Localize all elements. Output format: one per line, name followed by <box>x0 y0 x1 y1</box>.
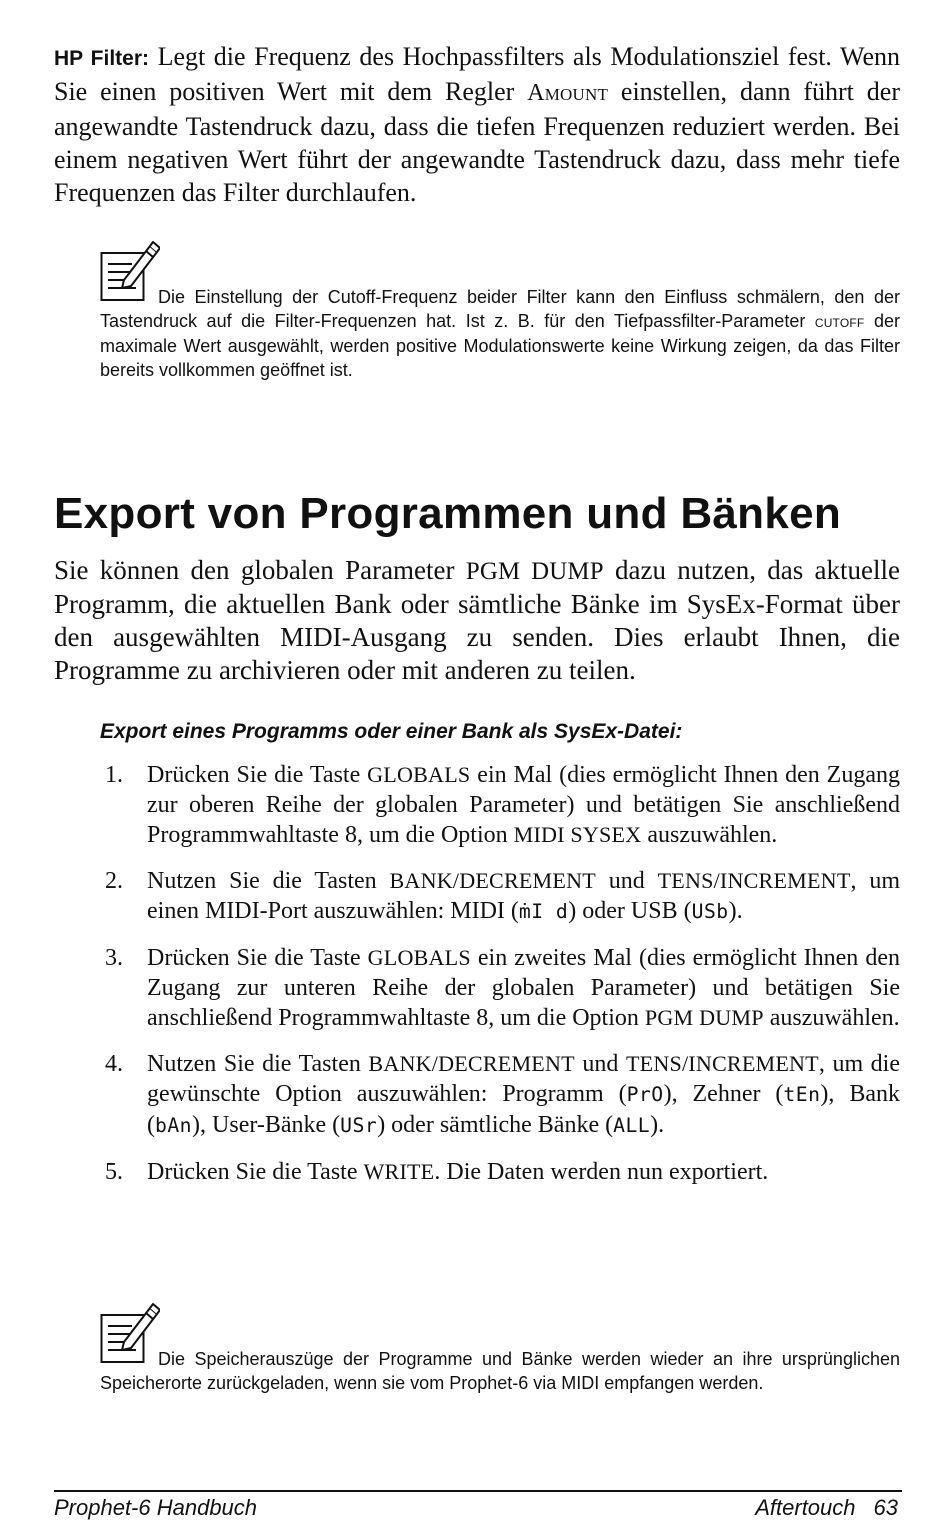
step-text: . Die Daten werden nun exportiert. <box>434 1159 769 1185</box>
display-code-all: ALL <box>613 1114 651 1137</box>
step-text: , um die gewünschte Option auszuwählen: Programm ( <box>147 1051 900 1107</box>
step-text: auszuwählen. <box>641 822 778 848</box>
hp-filter-term: HP Filter: <box>54 47 150 70</box>
display-code-program: PrO <box>626 1083 664 1106</box>
step-text: , um einen MIDI-Port auszuwählen: MIDI ( <box>147 868 901 924</box>
list-item <box>100 1049 900 1141</box>
footer-section: Aftertouch <box>755 1495 856 1520</box>
display-code-bank: bAn <box>155 1114 193 1137</box>
step-number: 4. <box>105 1051 123 1077</box>
note-pencil-icon <box>100 1302 160 1364</box>
page-number: 63 <box>873 1495 898 1520</box>
step-text: ) oder USB ( <box>568 898 692 924</box>
intro-paragraph <box>54 554 900 687</box>
step-text: ein zweites Mal (dies ermöglicht Ihnen den Zugang zur unteren Reihe der globalen Parameter) und betätigen Sie anschließend Programmwahltaste 8, um die Option <box>147 945 900 1031</box>
write-button-label: WRITE <box>363 1159 435 1184</box>
tens-increment-button-label: TENS/INCREMENT <box>625 1051 819 1076</box>
procedure-heading: Export eines Programms oder einer Bank als SysEx-Datei: <box>100 720 683 743</box>
step-text: und <box>574 1051 626 1077</box>
bank-decrement-button-label: BANK/DECREMENT <box>389 868 596 893</box>
list-item <box>100 1157 900 1187</box>
midi-sysex-option-label: MIDI SYSEX <box>513 822 642 847</box>
note-pencil-icon <box>100 240 160 302</box>
step-number: 3. <box>105 945 123 971</box>
hp-filter-paragraph <box>54 40 900 209</box>
tens-increment-button-label: TENS/INCREMENT <box>657 868 851 893</box>
list-item <box>100 760 900 850</box>
step-text: Drücken Sie die Taste <box>147 1159 364 1185</box>
step-text: Nutzen Sie die Tasten <box>147 1051 369 1077</box>
step-text: ), User-Bänke ( <box>192 1112 341 1138</box>
note-cutoff-text-1: Die Einstellung der Cutoff-Frequenz beider Filter kann den Einfluss schmälern, den der Tastendruck auf die Filter-Frequenzen hat. Ist z. B. für den Tiefpassfilter-Parameter <box>100 287 900 331</box>
pgm-dump-parameter-label: PGM DUMP <box>465 558 604 585</box>
section-heading: Export von Programmen und Bänken <box>54 489 842 538</box>
step-text: ) oder sämtliche Bänke ( <box>377 1112 614 1138</box>
step-number: 5. <box>105 1159 123 1185</box>
list-item <box>100 866 900 927</box>
globals-button-label: GLOBALS <box>367 762 471 787</box>
step-text: ). <box>728 898 743 924</box>
step-text: ), Bank ( <box>147 1081 900 1138</box>
note-dump-restore <box>100 1302 900 1395</box>
step-text: Drücken Sie die Taste <box>147 762 368 788</box>
list-item <box>100 943 900 1033</box>
hp-filter-text-2: einstellen, dann führt der angewandte Tastendruck dazu, dass die tiefen Frequenzen reduziert werden. Bei einem negativen Wert führt der angewandte Tastendruck dazu, dass mehr tiefe Frequenzen das Filter durchlaufen. <box>54 77 900 207</box>
procedure-steps <box>100 760 900 1203</box>
footer-divider <box>54 1490 902 1492</box>
bank-decrement-button-label: BANK/DECREMENT <box>368 1051 575 1076</box>
amount-control-label: Amount <box>527 80 609 106</box>
note-cutoff-text <box>100 240 900 382</box>
step-text: Nutzen Sie die Tasten <box>147 868 390 894</box>
note-cutoff <box>100 240 900 382</box>
globals-button-label: GLOBALS <box>367 945 471 970</box>
step-text: Drücken Sie die Taste <box>147 945 368 971</box>
step-number: 1. <box>105 762 123 788</box>
step-text: ein Mal (dies ermöglicht Ihnen den Zugang zur oberen Reihe der globalen Parameter) und betätigen Sie anschließend Programmwahltaste 8, um die Option <box>147 762 900 848</box>
hp-filter-text-1: Legt die Frequenz des Hochpassfilters als Modulationsziel fest. Wenn Sie einen positiven Wert mit dem Regler <box>54 42 901 106</box>
footer-section-page <box>755 1494 898 1522</box>
step-text: ). <box>650 1112 665 1138</box>
cutoff-parameter-label: cutoff <box>814 312 865 331</box>
display-code-user: USr <box>340 1114 378 1137</box>
step-number: 2. <box>105 868 123 894</box>
note-dump-restore-text <box>100 1302 900 1395</box>
note-cutoff-text-2: der maximale Wert ausgewählt, werden positive Modulationswerte keine Wirkung zeigen, da das Filter bereits vollkommen geöffnet ist. <box>100 311 900 380</box>
step-text: und <box>595 868 658 894</box>
step-text: ), Zehner ( <box>663 1081 784 1107</box>
intro-text-2: dazu nutzen, das aktuelle Programm, die aktuellen Bank oder sämtliche Bänke im SysEx-Format über den ausgewählten MIDI-Ausgang zu senden. Dies erlaubt Ihnen, die Programme zu archivieren oder mit anderen zu teilen. <box>54 555 900 685</box>
footer-manual-title: Prophet-6 Handbuch <box>54 1495 258 1520</box>
intro-text-1: Sie können den globalen Parameter <box>54 555 466 585</box>
pgm-dump-option-label: PGM DUMP <box>644 1005 764 1030</box>
note-dump-restore-body: Die Speicherauszüge der Programme und Bänke werden wieder an ihre ursprünglichen Speicherorte zurückgeladen, wenn sie vom Prophet-6 via MIDI empfangen werden. <box>100 1349 900 1393</box>
display-code-midi: ṁI d <box>518 900 569 923</box>
step-text: auszuwählen. <box>763 1005 900 1031</box>
display-code-tens: tEn <box>783 1083 821 1106</box>
display-code-usb: USb <box>691 900 729 923</box>
